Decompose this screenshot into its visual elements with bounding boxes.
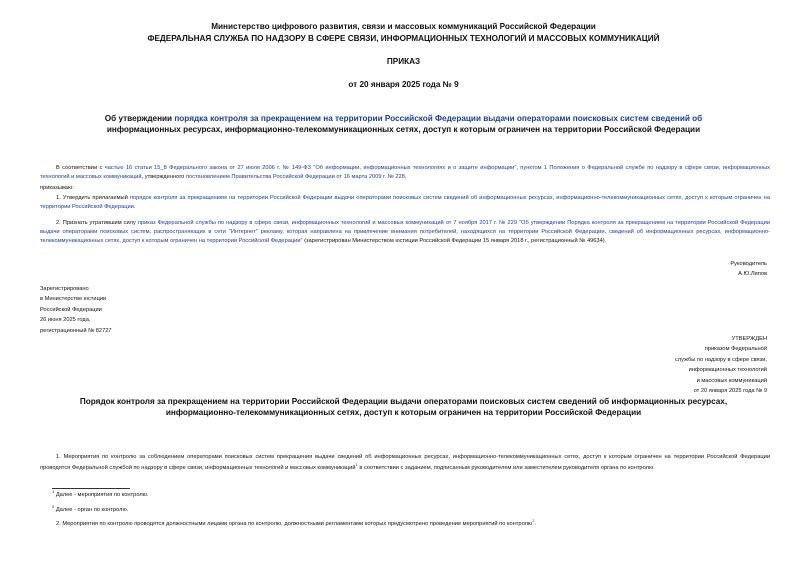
item-1-paragraph (40, 194, 770, 212)
footnote-1-text: Далее - мероприятия по контролю. (54, 492, 149, 498)
item-1-end: . (133, 203, 136, 210)
footnote-1 (52, 491, 752, 500)
ministry-name: Министерство цифрового развития, связи и массовых коммуникаций Российской Федерации (211, 22, 596, 31)
procedure-p1-end: в соответствии с заданием, подписанным руководителем или заместителем руководителя органа по контролю. (357, 465, 655, 471)
approval-block (567, 335, 767, 396)
preamble-text-3: , утвержденного (141, 173, 186, 180)
item-2-paragraph (40, 219, 770, 245)
footnote-mark-2: 2 (52, 504, 55, 510)
approval-line: приказом Федеральной (704, 346, 767, 353)
footnote-2 (52, 506, 752, 515)
service-name: ФЕДЕРАЛЬНАЯ СЛУЖБА ПО НАДЗОРУ В СФЕРЕ СВЯЗИ, ИНФОРМАЦИОННЫХ ТЕХНОЛОГИЙ И МАССОВЫХ КОММУНИКАЦИЙ (147, 34, 660, 43)
approval-line: УТВЕРЖДЕН (731, 336, 767, 342)
procedure-title (20, 397, 787, 418)
preamble-text-2: , (516, 165, 521, 171)
approval-line: и массовых коммуникаций (696, 377, 767, 384)
preamble-text-4: , (404, 173, 407, 180)
procedure-paragraph-2 (40, 520, 770, 529)
procedure-p2-text: 2. Мероприятия по контролю проводятся должностными лицами органа по контролю, должностными регламентами которых предусмотрено проведение мероприятий по контролю (56, 521, 533, 527)
preamble-paragraph (40, 164, 770, 182)
procedure-paragraph-1 (40, 452, 770, 474)
title-prefix: Об утверждении (104, 114, 175, 123)
preamble-text-1: В соответствии с (56, 165, 105, 171)
registration-line: 26 июня 2025 года, (40, 317, 91, 324)
procedure-p2-end: . (534, 521, 537, 527)
footnote-mark-1: 1 (52, 489, 55, 495)
footnote-ref-2[interactable]: 2 (532, 518, 535, 524)
item-1-text: 1. Утвердить прилагаемый (56, 195, 130, 201)
procedure-title-line-2: информационно-телекоммуникационных сетях, доступ к которым ограничен на территории Российской Федерации (165, 407, 642, 417)
approval-line: службы по надзору в сфере связи, (675, 356, 767, 363)
registration-line: Российской Федерации (40, 306, 102, 313)
approval-line: от 20 января 2025 года № 9 (693, 387, 767, 394)
registration-line: Зарегистрировано (40, 286, 89, 292)
footnote-ref-1[interactable]: 1 (355, 462, 358, 468)
repealed-order-link[interactable]: приказ Федеральной службы по надзору в сфере связи, информационных технологий и массовых коммуникаций от 7 ноября 2017 г. № 229 "Об утверждении Порядка контроля за прекращением на территории Российской Федерации выдачи операторами поисковых систем, распространяющих в сети "Интернет" рекламу, которая направлена на привлечение внимания потребителей, находящихся на территории Российской Федерации, сведений об информационных ресурсах, информационно-телекоммуникационных сетях, доступ к которым ограничен на территории Российской Федерации" (40, 220, 770, 244)
document-type: ПРИКАЗ (386, 57, 421, 66)
registration-line: регистрационный № 82727 (40, 327, 112, 334)
document-date-number: от 20 января 2025 года № 9 (348, 80, 459, 89)
registration-line: в Министерстве юстиции (40, 296, 107, 303)
title-rest: информационных ресурсах, информационно-телекоммуникационных сетях, доступ к которым ограничен на территории Российской Федерации (106, 125, 701, 134)
approved-procedure-link[interactable]: порядок контроля за прекращением на территории Российской Федерации выдачи операторами поисковых систем сведений об информационных ресурсах, информационно-телекоммуникационных сетях, доступ к которым ограничен на территории Российской Федерации (40, 195, 770, 210)
footnote-2-text: Далее - орган по контролю. (54, 507, 129, 513)
document-title (60, 113, 747, 135)
item-2-registration: (зарегистрирован Министерством юстиции Российской Федерации 15 января 2018 г., регистрационный № 49634). (302, 237, 607, 244)
resolution-link[interactable]: постановлением Правительства Российской Федерации от 16 марта 2009 г. № 228 (185, 173, 405, 180)
law-link[interactable]: частью 16 статьи 15_8 Федерального закона от 27 июля 2006 г. № 149-ФЗ "Об информации, информационных технологиях и о защите информации" (104, 165, 517, 171)
signature-name: А.Ю.Липов (738, 271, 767, 277)
footnote-divider (52, 488, 130, 489)
registration-block (40, 285, 240, 335)
signature-position: Руководитель (730, 261, 767, 267)
title-link[interactable]: порядка контроля за прекращением на территории Российской Федерации выдачи операторами поисковых систем сведений об (174, 114, 703, 123)
item-2-text: 2. Признать утратившим силу (56, 220, 138, 226)
procedure-title-line-1: Порядок контроля за прекращением на территории Российской Федерации выдачи операторами поисковых систем сведений об информационных ресурсах, (79, 397, 728, 406)
procedure-p1-text: 1. Мероприятия по контролю за соблюдением операторами поисковых систем прекращения выдачи сведений об информационных ресурсах, информационно-телекоммуникационных сетях, доступ к которым ограничен на территории Российской Федерации проводятся Федеральной службой по надзору в сфере связи, информационных технологий и массовых коммуникаций (40, 454, 770, 471)
regulation-link[interactable]: пунктом 1 Положения о Федеральной службе по надзору в сфере связи, информационных технологий и массовых коммуникаций (40, 165, 770, 180)
approval-line: информационных технологий (688, 367, 767, 374)
order-word: приказываю: (40, 185, 74, 191)
